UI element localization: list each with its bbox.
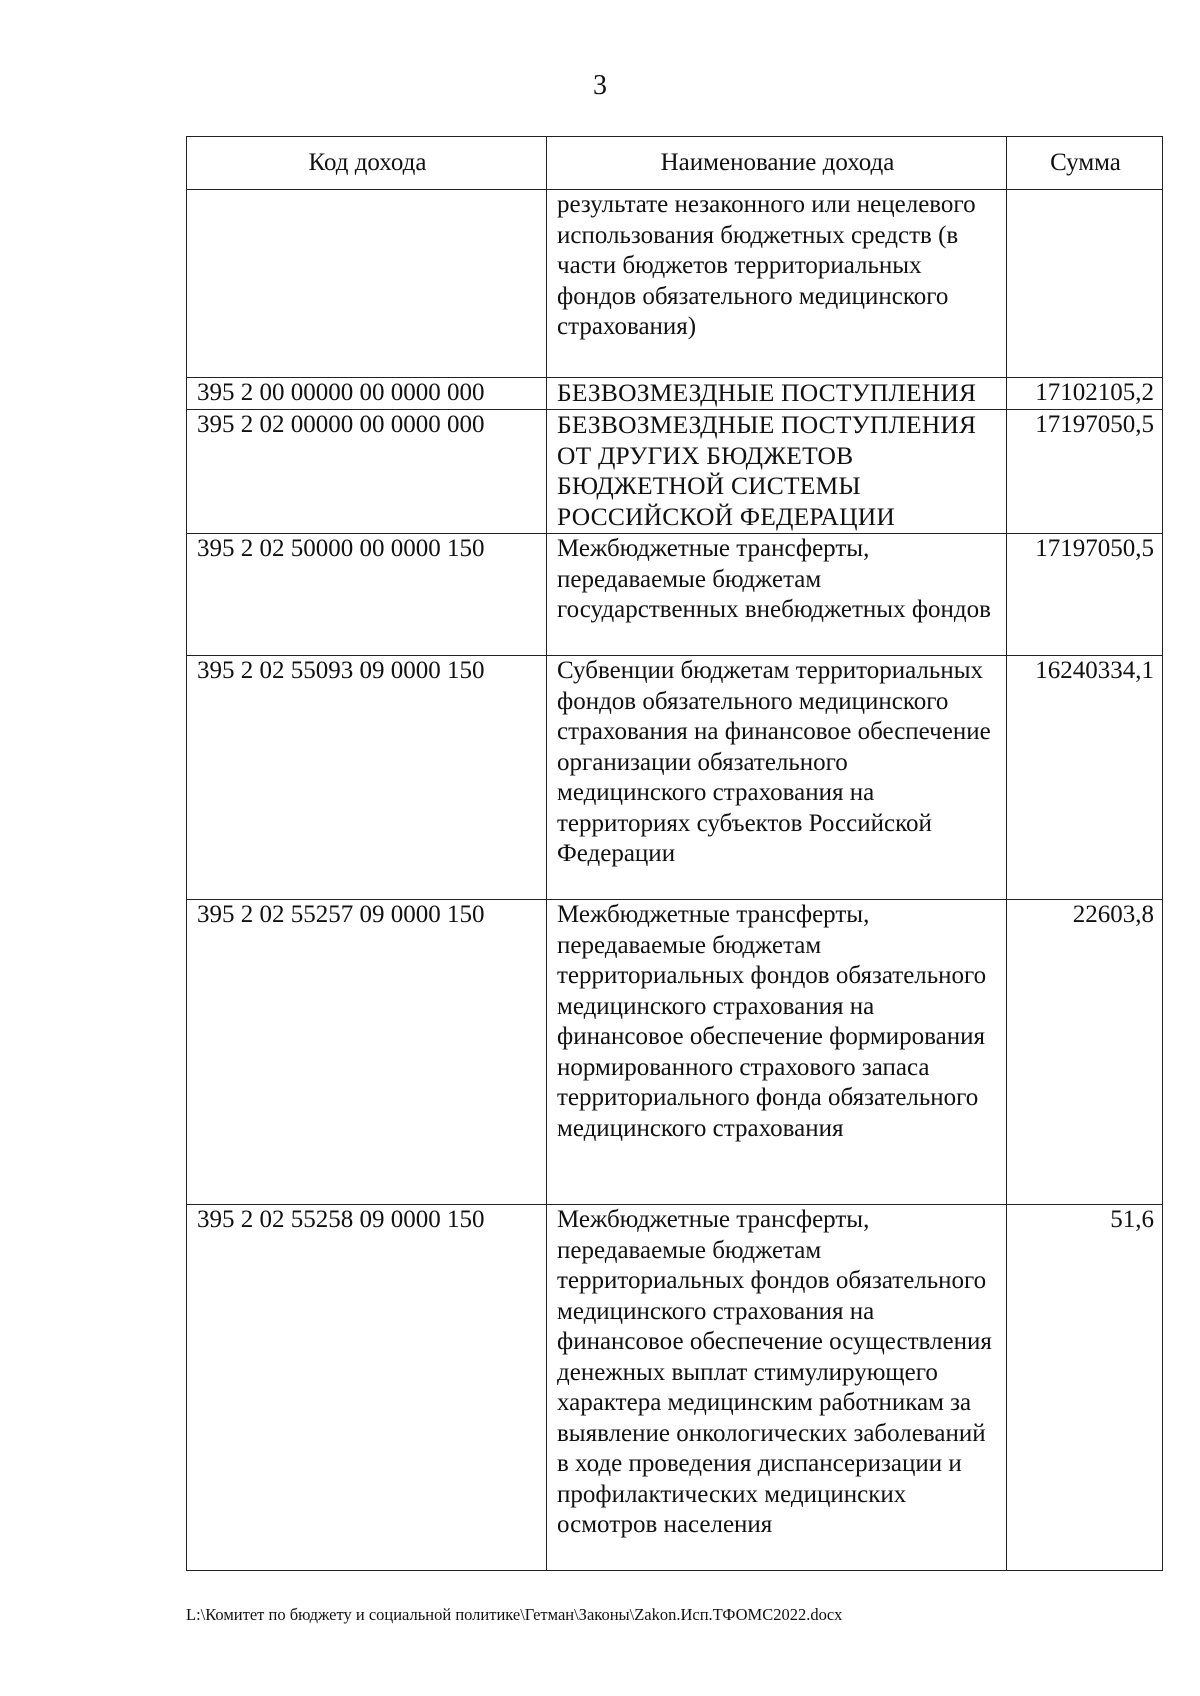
row-sum: 51,6 — [1007, 1205, 1163, 1571]
header-name: Наименование дохода — [547, 137, 1007, 190]
row-name: Межбюджетные трансферты, передаваемые бюджетам территориальных фондов обязательного медицинского страхования на финансовое обеспечение осуществления денежных выплат стимулирующего характера медицинским работникам за выявление онкологических заболеваний в ходе проведения диспансеризации и профилактических медицинских осмотров населения — [547, 1205, 1007, 1571]
row-sum — [1007, 190, 1163, 378]
table-row — [187, 900, 1163, 1205]
row-name: результате незаконного или нецелевого использования бюджетных средств (в части бюджетов территориальных фондов обязательного медицинского страхования) — [547, 190, 1007, 378]
row-code: 395 2 02 55257 09 0000 150 — [187, 900, 547, 1205]
table-header-row — [187, 137, 1163, 190]
row-code: 395 2 02 50000 00 0000 150 — [187, 534, 547, 656]
row-name: БЕЗВОЗМЕЗДНЫЕ ПОСТУПЛЕНИЯ ОТ ДРУГИХ БЮДЖЕТОВ БЮДЖЕТНОЙ СИСТЕМЫ РОССИЙСКОЙ ФЕДЕРАЦИИ — [547, 410, 1007, 534]
row-sum: 17197050,5 — [1007, 410, 1163, 534]
row-name: БЕЗВОЗМЕЗДНЫЕ ПОСТУПЛЕНИЯ — [547, 378, 1007, 410]
table-row — [187, 190, 1163, 378]
row-code: 395 2 02 55093 09 0000 150 — [187, 656, 547, 900]
row-code — [187, 190, 547, 378]
table-row — [187, 410, 1163, 534]
header-code: Код дохода — [187, 137, 547, 190]
row-sum: 16240334,1 — [1007, 656, 1163, 900]
row-name: Субвенции бюджетам территориальных фондов обязательного медицинского страхования на финансовое обеспечение организации обязательного медицинского страхования на территориях субъектов Российской Федерации — [547, 656, 1007, 900]
row-sum: 17197050,5 — [1007, 534, 1163, 656]
row-sum: 22603,8 — [1007, 900, 1163, 1205]
row-code: 395 2 00 00000 00 0000 000 — [187, 378, 547, 410]
row-name: Межбюджетные трансферты, передаваемые бюджетам территориальных фондов обязательного медицинского страхования на финансовое обеспечение формирования нормированного страхового запаса территориального фонда обязательного медицинского страхования — [547, 900, 1007, 1205]
row-name: Межбюджетные трансферты, передаваемые бюджетам государственных внебюджетных фондов — [547, 534, 1007, 656]
row-code: 395 2 02 55258 09 0000 150 — [187, 1205, 547, 1571]
table-row — [187, 656, 1163, 900]
table-row — [187, 1205, 1163, 1571]
page-number: 3 — [593, 70, 607, 101]
table-row — [187, 378, 1163, 410]
row-code: 395 2 02 00000 00 0000 000 — [187, 410, 547, 534]
table-row — [187, 534, 1163, 656]
row-sum: 17102105,2 — [1007, 378, 1163, 410]
income-table — [186, 136, 1163, 1571]
header-sum: Сумма — [1007, 137, 1163, 190]
file-path-footer: L:\Комитет по бюджету и социальной политике\Гетман\Законы\Zakon.Исп.ТФОМС2022.docx — [186, 1605, 843, 1624]
